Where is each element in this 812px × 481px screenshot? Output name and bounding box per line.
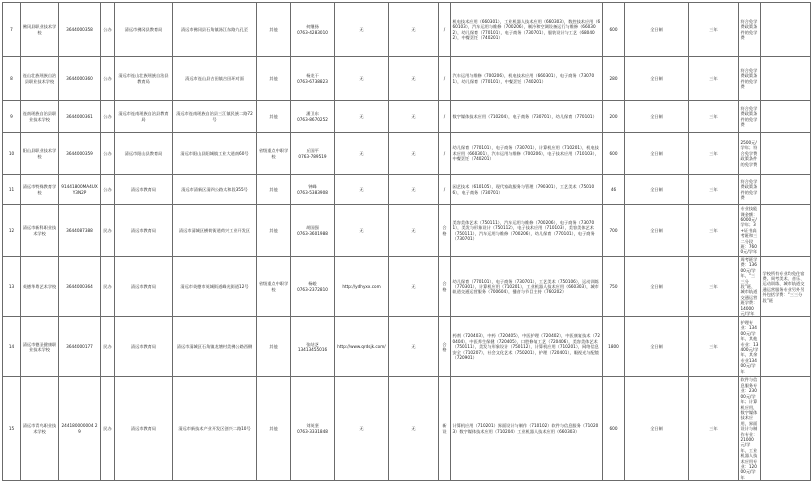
cell-years: 三年: [689, 317, 739, 377]
cell-level: 其他: [257, 3, 291, 57]
cell-no: 9: [3, 101, 21, 133]
cell-website: http://www.qrdsjk.com/: [335, 317, 389, 377]
table-row: [3, 205, 811, 257]
cell-nature: 公办: [101, 175, 115, 205]
cell-school-name: 英德华粤艺术学校: [21, 257, 59, 317]
cell-study-mode: 全日制: [625, 175, 689, 205]
cell-majors: 数字媒体技术应用（710204），电子商务（730701），幼儿保育（770101）: [451, 101, 603, 133]
cell-school-code: 244180000004 29: [59, 377, 101, 481]
cell-study-mode: 全日制: [625, 3, 689, 57]
cell-school-name: 清远市德圣健康职业技术学校: [21, 317, 59, 377]
cell-school-name: 连山壮族瑶族自治县职业技术学校: [21, 57, 59, 101]
cell-level: 其他: [257, 317, 291, 377]
cell-no: 8: [3, 57, 21, 101]
cell-study-mode: 全日制: [625, 317, 689, 377]
cell-address: 清远市清城区石角镇龙塘村美佛公路西侧: [173, 317, 257, 377]
cell-contact: 潘卫东 0763-8670252: [291, 101, 335, 133]
cell-nature: 公办: [101, 3, 115, 57]
cell-note: [761, 317, 811, 377]
cell-majors: 幼儿保育（770101），电子商务（730701），计算机应用（710201），机电技术应用（660301），汽车运用与维修（700206），电子技术应用（710103），中餐烹饪（740201）: [451, 133, 603, 175]
cell-col11: 新设: [439, 377, 451, 481]
cell-website: http://ydhyxx.com: [335, 257, 389, 317]
cell-contact: 钟峰 0763-5383908: [291, 175, 335, 205]
cell-fee: 2500元/学年；符合免学费政策条件的免学费: [739, 133, 761, 175]
cell-school-name: 连南瑶族自治县职业技术学校: [21, 101, 59, 133]
cell-years: 三年: [689, 3, 739, 57]
cell-enroll-count: 600: [603, 133, 625, 175]
cell-col10: 无: [389, 101, 439, 133]
cell-enroll-count: 750: [603, 257, 625, 317]
cell-no: 15: [3, 377, 21, 481]
cell-fee: 符合免学费政策条件的免学费: [739, 175, 761, 205]
cell-study-mode: 全日制: [625, 101, 689, 133]
cell-study-mode: 全日制: [625, 377, 689, 481]
cell-level: 其他: [257, 101, 291, 133]
cell-contact: 杨峻 0763-2372810: [291, 257, 335, 317]
cell-address: 清远市阳山县阳城镇工业大道南60号: [173, 133, 257, 175]
cell-level: 其他: [257, 377, 291, 481]
cell-no: 11: [3, 175, 21, 205]
table-row: [3, 57, 811, 101]
cell-authority: 清远市连山壮族瑶族自治县教育局: [115, 57, 173, 101]
cell-school-code: 3644000361: [59, 101, 101, 133]
cell-enroll-count: 600: [603, 377, 625, 481]
table-row: [3, 257, 811, 317]
cell-enroll-count: 1800: [603, 317, 625, 377]
cell-address: 清远市连山县吉田镇吉田环对面: [173, 57, 257, 101]
cell-col10: 无: [389, 3, 439, 57]
cell-nature: 民办: [101, 317, 115, 377]
cell-majors: 园艺技术（610105），现代家政服务与管理（790301），工艺美术（750106），电子商务（730701）: [451, 175, 603, 205]
cell-col11: 合格: [439, 205, 451, 257]
cell-years: 三年: [689, 133, 739, 175]
cell-fee: 软件与信息服务专业：23000元/学年；计算机应用，数字媒体技术应用，界面设计与制作专业：21000元/学年，工业机器人技术应用专业：12000元/学年: [739, 377, 761, 481]
cell-majors: 机电技术应用（660301），工业机器人技术应用（660303），数控技术应用（660103），汽车运用与维修（700206），制冷和空调设备运行与维修（660302），幼儿保育（770101），电子商务（730701），服装设计与工艺（680402），中餐烹饪（740201）: [451, 3, 603, 57]
cell-level: 省级重点中职学校: [257, 133, 291, 175]
cell-fee: 符合免学费政策条件的免学费: [739, 3, 761, 57]
cell-contact: 张结芝 13413455016: [291, 317, 335, 377]
cell-no: 14: [3, 317, 21, 377]
table-row: [3, 175, 811, 205]
cell-school-name: 清远市特殊教育学校: [21, 175, 59, 205]
cell-school-name: 清远市新科职业技术学校: [21, 205, 59, 257]
cell-col11: /: [439, 57, 451, 101]
cell-level: 其他: [257, 57, 291, 101]
cell-website: 无: [335, 133, 389, 175]
cell-nature: 公办: [101, 101, 115, 133]
cell-website: 无: [335, 101, 389, 133]
cell-website: 无: [335, 175, 389, 205]
cell-school-code: 3644000358: [59, 3, 101, 57]
cell-authority: 清远市阳山县教育局: [115, 133, 173, 175]
cell-address: 清远市英德市英城街道峰光街道12号: [173, 257, 257, 317]
cell-authority: 清远市教育局: [115, 377, 173, 481]
cell-enroll-count: 700: [603, 205, 625, 257]
cell-study-mode: 全日制: [625, 133, 689, 175]
table-row: [3, 377, 811, 481]
cell-no: 12: [3, 205, 21, 257]
table-row: [3, 317, 811, 377]
cell-col10: 无: [389, 175, 439, 205]
cell-school-name: 阳山县职业技术学校: [21, 133, 59, 175]
cell-contact: 刘英坚 0763-3331848: [291, 377, 335, 481]
cell-address: 清远市新技术产业开发区创兴二路10号: [173, 377, 257, 481]
cell-majors: 汽车运用与维修（700206），机电技术应用（660301），电子商务（730701），幼儿保育（770101），中餐烹饪（740201）: [451, 57, 603, 101]
cell-nature: 民办: [101, 205, 115, 257]
cell-col10: 无: [389, 377, 439, 481]
cell-years: 三年: [689, 257, 739, 317]
cell-col10: 无: [389, 257, 439, 317]
cell-authority: 清远市佛冈县教育局: [115, 3, 173, 57]
cell-enroll-count: 200: [603, 101, 625, 133]
cell-col11: /: [439, 175, 451, 205]
cell-school-code: 3644087388: [59, 205, 101, 257]
cell-col11: 合格: [439, 257, 451, 317]
cell-study-mode: 全日制: [625, 57, 689, 101]
cell-school-code: 3644000177: [59, 317, 101, 377]
cell-authority: 清远市教育局: [115, 175, 173, 205]
cell-level: 其他: [257, 205, 291, 257]
cell-authority: 清远市教育局: [115, 257, 173, 317]
cell-note: [761, 3, 811, 57]
cell-years: 三年: [689, 57, 739, 101]
cell-address: 清远市连南瑶族自治县三江镇民族二路72号: [173, 101, 257, 133]
cell-col10: 无: [389, 317, 439, 377]
cell-note: [761, 377, 811, 481]
cell-fee: 周考班学费：13600元/学年，“三三分段”班、城市轨道交通运营班学费：14000元/学年: [739, 257, 761, 317]
cell-years: 三年: [689, 101, 739, 133]
cell-level: 省级重点中职学校: [257, 257, 291, 317]
cell-contact: 何继扬 0763-4283010: [291, 3, 335, 57]
cell-note: [761, 101, 811, 133]
cell-school-name: 清远市青鸟职业技术学校: [21, 377, 59, 481]
cell-enroll-count: 46: [603, 175, 625, 205]
cell-nature: 公办: [101, 133, 115, 175]
cell-level: 其他: [257, 175, 291, 205]
table-row: [3, 101, 811, 133]
cell-col11: /: [439, 133, 451, 175]
cell-address: 清远市清城区横荷街道荷兴工业开发区: [173, 205, 257, 257]
cell-col10: 无: [389, 57, 439, 101]
cell-fee: 专业技能课金额：6000元/学年；3+证书高考班和三二分段班：7600元/学年: [739, 205, 761, 257]
cell-years: 三年: [689, 175, 739, 205]
cell-fee: 符合免学费政策条件的免学费: [739, 101, 761, 133]
cell-authority: 清远市教育局: [115, 317, 173, 377]
cell-school-code: 3644000360: [59, 57, 101, 101]
cell-authority: 清远市连南瑶族自治县教育局: [115, 101, 173, 133]
cell-enroll-count: 280: [603, 57, 625, 101]
cell-fee: 符合免学费政策条件的免学费: [739, 57, 761, 101]
cell-nature: 公办: [101, 57, 115, 101]
cell-years: 三年: [689, 205, 739, 257]
cell-website: 无: [335, 205, 389, 257]
cell-school-code: 3644000364: [59, 257, 101, 317]
cell-note: [761, 205, 811, 257]
cell-authority: 清远市教育局: [115, 205, 173, 257]
cell-no: 13: [3, 257, 21, 317]
cell-note: [761, 57, 811, 101]
school-enrollment-table: [2, 2, 811, 481]
cell-address: 清远市清新区清四公路太和段355号: [173, 175, 257, 205]
cell-col10: 无: [389, 205, 439, 257]
cell-col11: /: [439, 101, 451, 133]
cell-contact: 胡国强 0763-3601988: [291, 205, 335, 257]
cell-fee: 护理专业：13400元/学年，其他专业：13400元/学年，其余专业13400元/学年: [739, 317, 761, 377]
cell-majors: 美容美体艺术（750111），汽车运用与维修（700206），电子商务（730701），美发与形象设计（750112），电子技术应用（710103），美容美体艺术（750111），汽车运用与维修（700206），幼儿保育（770101），电子商务（730701）: [451, 205, 603, 257]
cell-school-code: 91441800MA4UXY3N2P: [59, 175, 101, 205]
cell-enroll-count: 600: [603, 3, 625, 57]
cell-col10: 无: [389, 133, 439, 175]
cell-col11: /: [439, 3, 451, 57]
cell-website: 无: [335, 377, 389, 481]
cell-no: 7: [3, 3, 21, 57]
cell-address: 清远市佛冈县石角镇汤江东路九孔至: [173, 3, 257, 57]
cell-note: 学校所有专业均免住宿费。周考美术、音乐、运动训练、城市轨道交通运营服务专业另外另外包括学费：“三三分段”班: [761, 257, 811, 317]
cell-years: 三年: [689, 377, 739, 481]
cell-majors: 幼儿保育（770101），电子商务（730701），工艺美术（750106），运动训练（770301），计算机应用（710201），工业机器人技术应用（660303），城市轨道交通运营服务（700604），播音与节目主持（760202）: [451, 257, 603, 317]
cell-nature: 民办: [101, 257, 115, 317]
cell-majors: 计算机应用（710201）界面设计与制作（710102）软件与信息服务（710203）数字媒体技术应用（710204）工业机器人技术应用（660303）: [451, 377, 603, 481]
cell-col11: 合格: [439, 317, 451, 377]
cell-nature: 民办: [101, 377, 115, 481]
cell-school-code: 3644000359: [59, 133, 101, 175]
table-row: [3, 133, 811, 175]
table-row: [3, 3, 811, 57]
cell-website: 无: [335, 57, 389, 101]
cell-no: 10: [3, 133, 21, 175]
cell-study-mode: 全日制: [625, 257, 689, 317]
cell-school-name: 佛冈县职业技术学校: [21, 3, 59, 57]
cell-contact: 杨龙干 0763-6738823: [291, 57, 335, 101]
cell-contact: 丘国平 0763-789519: [291, 133, 335, 175]
cell-note: [761, 133, 811, 175]
cell-majors: 药剂（720403），中药（720405），中医护理（720402），中医康复技术（720404），中医养生保健（720405），口腔修复工艺（720406），美容美体艺术（750111），美发与形象设计（750112），计算机应用（710201），网络信息安全（710207），社会文化艺术（750201），护理（720401），眼视光与配镜（720901）: [451, 317, 603, 377]
cell-website: 无: [335, 3, 389, 57]
cell-study-mode: 全日制: [625, 205, 689, 257]
cell-note: [761, 175, 811, 205]
